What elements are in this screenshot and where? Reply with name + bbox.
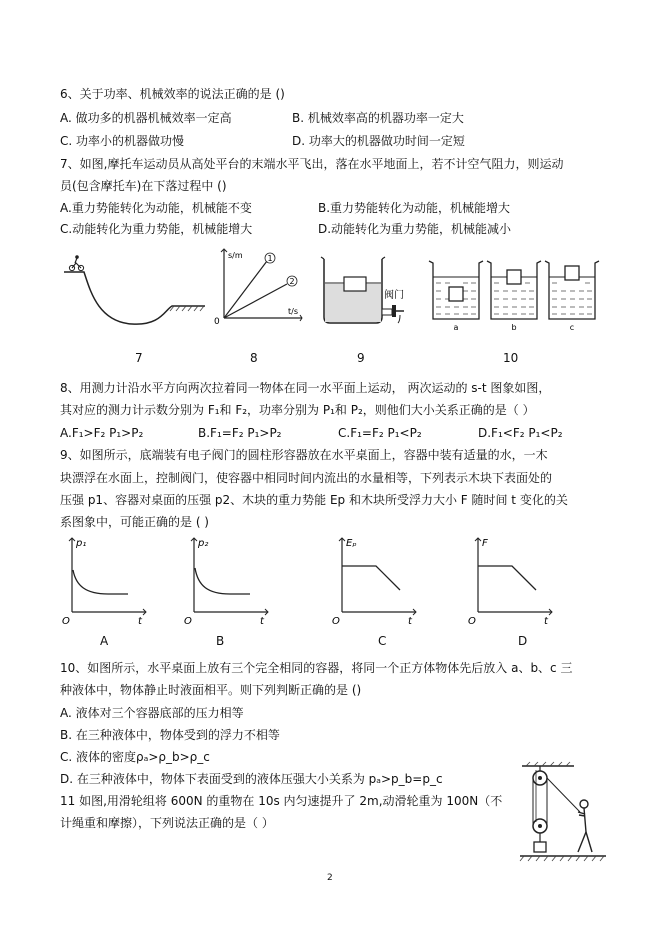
q9-graph-c-xlabel: t bbox=[408, 616, 412, 624]
q9-graph-d-origin: O bbox=[468, 616, 476, 624]
beaker-b bbox=[487, 261, 541, 319]
line-2-label: 2 bbox=[289, 277, 295, 286]
q9-graph-b bbox=[182, 534, 272, 624]
valve-label: 阀门 bbox=[384, 290, 404, 301]
caption-fig-7: 7 bbox=[135, 351, 143, 365]
figure-7-ramp bbox=[60, 250, 210, 335]
wood-block bbox=[344, 277, 366, 291]
q7-option-b: B.重力势能转化为动能，机械能增大 bbox=[318, 201, 511, 215]
q8-option-b: B.F₁=F₂ P₁>P₂ bbox=[198, 426, 282, 440]
figure-8-st-graph bbox=[212, 246, 304, 326]
q11-stem-line1: 11 如图,用滑轮组将 600N 的重物在 10s 内匀速提升了 2m,动滑轮重为 100N（不 bbox=[60, 794, 503, 808]
q9-graph-c bbox=[330, 534, 420, 624]
q9-graph-b-ylabel: p₂ bbox=[198, 538, 209, 549]
q9-graph-c-ylabel: Eₚ bbox=[346, 538, 357, 549]
q9-stem-line2: 块漂浮在水面上，控制阀门，使容器中相同时间内流出的水量相等，下列表示木块下表面处的 bbox=[60, 471, 553, 485]
q6-option-c: C. 功率小的机器做功慢 bbox=[60, 134, 185, 148]
q8-option-a: A.F₁>F₂ P₁>P₂ bbox=[60, 426, 144, 440]
q9-graph-d-xlabel: t bbox=[544, 616, 548, 624]
fig8-origin: 0 bbox=[214, 317, 220, 326]
q9-graph-d bbox=[466, 534, 556, 624]
motorcycle-icon bbox=[69, 255, 83, 270]
caption-fig-10: 10 bbox=[503, 351, 519, 365]
q10-option-d: D. 在三种液体中，物体下表面受到的液体压强大小关系为 pₐ>p_b=p_c bbox=[60, 772, 443, 786]
beaker-c-label: c bbox=[569, 323, 575, 332]
q6-stem: 6、关于功率、机械效率的说法正确的是 () bbox=[60, 87, 285, 101]
q8-option-c: C.F₁=F₂ P₁<P₂ bbox=[338, 426, 422, 440]
q9-graph-c-label: C bbox=[378, 634, 387, 648]
q9-graph-a-label: A bbox=[100, 634, 109, 648]
q6-option-d: D. 功率大的机器做功时间一定短 bbox=[292, 134, 465, 148]
q9-graph-c-origin: O bbox=[332, 616, 340, 624]
fig8-xlabel: t/s bbox=[288, 307, 298, 316]
q9-graph-a-origin: O bbox=[62, 616, 70, 624]
beaker-c bbox=[545, 261, 599, 319]
q9-stem-line3: 压强 p1、容器对桌面的压强 p2、木块的重力势能 Ep 和木块所受浮力大小 F 随时间 t 变化的关 bbox=[60, 493, 568, 507]
q9-graph-a-xlabel: t bbox=[138, 616, 142, 624]
weight-block bbox=[534, 842, 546, 852]
figure-9-container-valve bbox=[318, 253, 410, 328]
q9-graph-d-label: D bbox=[518, 634, 528, 648]
q8-stem-line2: 其对应的测力计示数分别为 F₁和 F₂，功率分别为 P₁和 P₂，则他们大小关系正确的是（ ） bbox=[60, 403, 535, 417]
q7-option-a: A.重力势能转化为动能，机械能不变 bbox=[60, 201, 252, 215]
q10-option-b: B. 在三种液体中，物体受到的浮力不相等 bbox=[60, 728, 280, 742]
beaker-b-label: b bbox=[511, 323, 517, 332]
q8-option-d: D.F₁<F₂ P₁<P₂ bbox=[478, 426, 563, 440]
q9-stem-line1: 9、如图所示，底端装有电子阀门的圆柱形容器放在水平桌面上，容器中装有适量的水，一木 bbox=[60, 448, 548, 462]
q9-graph-b-xlabel: t bbox=[260, 616, 264, 624]
figure-10-beakers bbox=[425, 255, 605, 335]
person-icon bbox=[578, 800, 592, 852]
q9-graph-b-origin: O bbox=[184, 616, 192, 624]
q9-graph-a-ylabel: p₁ bbox=[76, 538, 87, 549]
valve-icon bbox=[382, 305, 404, 323]
q8-stem-line1: 8、用测力计沿水平方向两次拉着同一物体在同一水平面上运动， 两次运动的 s-t 图象如图， bbox=[60, 381, 551, 395]
q9-stem-line4: 系图象中，可能正确的是 ( ) bbox=[60, 515, 209, 529]
q9-graph-a bbox=[60, 534, 150, 624]
q10-stem-line2: 种液体中，物体静止时液面相平。则下列判断正确的是 () bbox=[60, 683, 362, 697]
q9-graph-d-ylabel: F bbox=[482, 538, 488, 549]
q7-option-d: D.动能转化为重力势能，机械能减小 bbox=[318, 222, 512, 236]
q11-stem-line2: 计绳重和摩擦），下列说法正确的是（ ） bbox=[60, 816, 274, 830]
line-1-label: 1 bbox=[267, 254, 273, 263]
fig8-ylabel: s/m bbox=[228, 251, 243, 260]
q7-stem-line2: 员(包含摩托车)在下落过程中 () bbox=[60, 179, 227, 193]
q10-stem-line1: 10、如图所示，水平桌面上放有三个完全相同的容器，将同一个正方体物体先后放入 a、b、c 三 bbox=[60, 661, 573, 675]
q10-option-c: C. 液体的密度ρₐ>ρ_b>ρ_c bbox=[60, 750, 210, 764]
caption-fig-9: 9 bbox=[357, 351, 365, 365]
q6-option-b: B. 机械效率高的机器功率一定大 bbox=[292, 111, 464, 125]
beaker-a bbox=[429, 261, 483, 319]
q9-graph-b-label: B bbox=[216, 634, 225, 648]
figure-11-pulley bbox=[518, 760, 608, 868]
beaker-a-label: a bbox=[453, 323, 459, 332]
q7-stem-line1: 7、如图,摩托车运动员从高处平台的末端水平飞出，落在水平地面上，若不计空气阻力，则运动 bbox=[60, 157, 564, 171]
q7-option-c: C.动能转化为重力势能，机械能增大 bbox=[60, 222, 253, 236]
page-number: 2 bbox=[327, 873, 333, 883]
caption-fig-8: 8 bbox=[250, 351, 258, 365]
q10-option-a: A. 液体对三个容器底部的压力相等 bbox=[60, 706, 244, 720]
q6-option-a: A. 做功多的机器机械效率一定高 bbox=[60, 111, 232, 125]
